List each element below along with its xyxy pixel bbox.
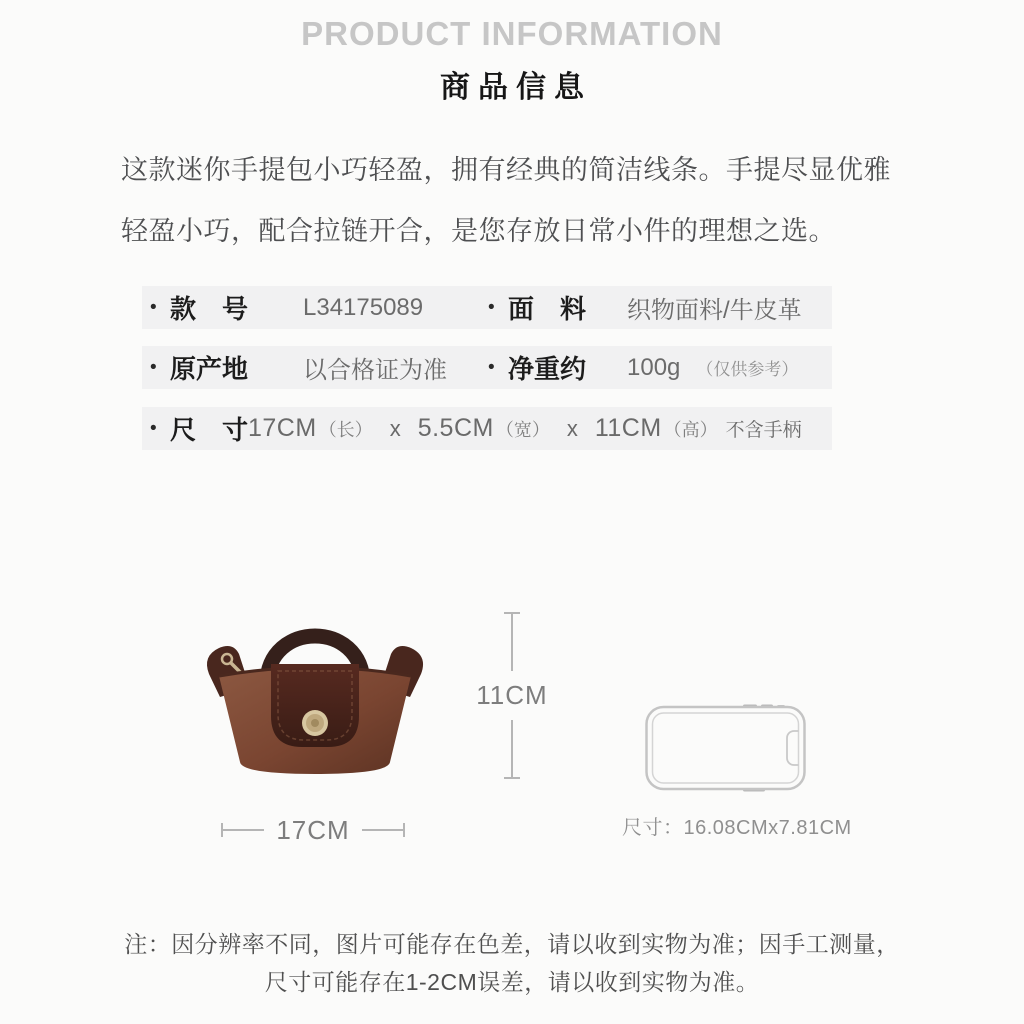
spec-label-weight: 净重约 <box>508 354 587 384</box>
spec-value-weight: 100g <box>627 353 681 381</box>
spec-row-model-material <box>142 286 832 329</box>
dimension-cap <box>504 777 520 779</box>
spec-cell-origin <box>150 349 488 386</box>
phone-outline-icon <box>643 700 811 796</box>
dimension-line <box>223 829 264 831</box>
product-description <box>121 140 921 262</box>
dimension-width-value: 5.5CM <box>417 414 494 442</box>
width-dimension-label: 17CM <box>276 814 350 845</box>
width-dimension-line <box>221 815 405 845</box>
spec-row-origin-weight <box>142 346 832 389</box>
bullet-icon: • <box>488 297 495 318</box>
bag-snap-button-center <box>311 719 319 727</box>
dimension-width-unit: （宽） <box>495 419 550 440</box>
spec-cell-weight <box>488 349 798 386</box>
description-line-1: 这款迷你手提包小巧轻盈，拥有经典的简洁线条。手提尽显优雅 <box>121 155 891 185</box>
spec-cell-dimensions <box>150 410 802 447</box>
spec-cell-model <box>150 289 488 326</box>
page-title-en: PRODUCT INFORMATION <box>301 15 723 52</box>
dimension-length-unit: （长） <box>318 419 373 440</box>
bullet-icon: • <box>488 357 495 378</box>
spec-cell-material <box>488 289 802 326</box>
dimension-line <box>511 720 513 777</box>
handbag-image <box>175 596 455 811</box>
dimension-cap <box>403 823 405 837</box>
spec-value-material: 织物面料/牛皮革 <box>627 297 802 324</box>
spec-label-model: 款 号 <box>170 294 249 324</box>
bullet-icon: • <box>150 297 157 318</box>
dimension-length-value: 17CM <box>248 414 317 442</box>
spec-label-material: 面 料 <box>508 294 587 324</box>
height-dimension-line <box>477 612 547 812</box>
spec-value-model: L34175089 <box>303 293 424 321</box>
description-line-2: 轻盈小巧，配合拉链开合，是您存放日常小件的理想之选。 <box>121 216 836 246</box>
bullet-icon: • <box>150 418 157 439</box>
spec-label-dimensions: 尺 寸 <box>170 415 249 445</box>
dimension-handle-note: 不含手柄 <box>725 420 802 441</box>
page-title-zh: 商品信息 <box>440 71 592 104</box>
phone-comparison <box>622 700 852 840</box>
dimension-height-value: 11CM <box>594 414 662 442</box>
dimension-height-unit: （高） <box>663 419 718 440</box>
spec-value-origin: 以合格证为准 <box>303 357 447 384</box>
height-dimension-label: 11CM <box>476 680 548 710</box>
disclaimer-note <box>0 925 1024 1001</box>
spec-row-dimensions <box>142 407 832 450</box>
bullet-icon: • <box>150 357 157 378</box>
dimension-separator: x <box>389 415 401 441</box>
disclaimer-line-1: 注：因分辨率不同，图片可能存在色差，请以收到实物为准；因手工测量， <box>124 931 900 957</box>
disclaimer-line-2: 尺寸可能存在1-2CM误差，请以收到实物为准。 <box>264 969 760 995</box>
spec-note-reference-only: （仅供参考） <box>696 360 799 379</box>
dimension-line <box>511 614 513 671</box>
spec-label-origin: 原产地 <box>170 354 249 384</box>
dimension-separator: x <box>566 415 578 441</box>
size-diagram <box>0 560 1024 900</box>
phone-size-label: 尺寸：16.08CMx7.81CM <box>622 817 852 839</box>
dimension-line <box>362 829 403 831</box>
